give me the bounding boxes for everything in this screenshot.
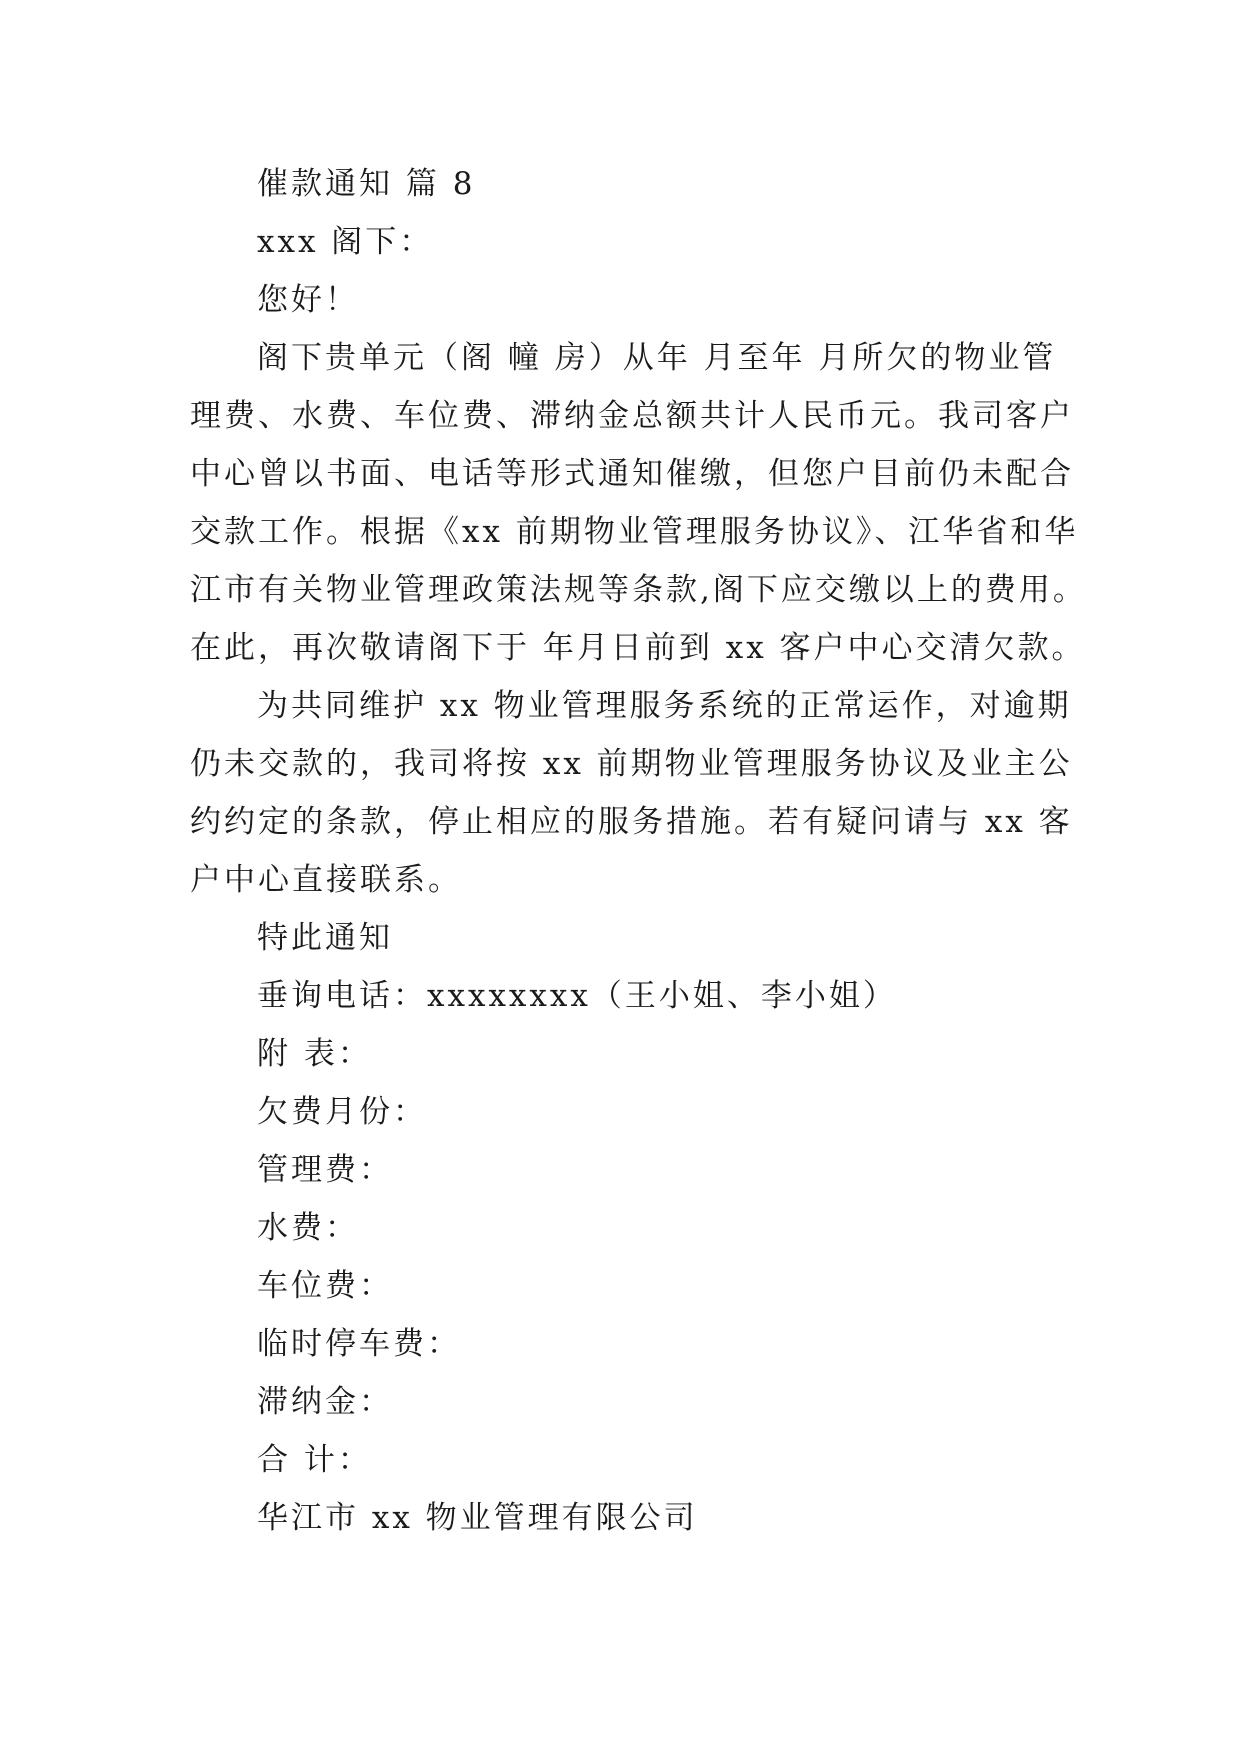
paragraph1-line: 交款工作。根据《xx 前期物业管理服务协议》、江华省和华 — [190, 514, 1079, 550]
document-title: 催款通知 篇 8 — [257, 166, 476, 202]
paragraph2-line: 为共同维护 xx 物业管理服务系统的正常运作，对逾期 — [257, 688, 1072, 724]
fee-item-water: 水费： — [257, 1210, 359, 1246]
company-signature: 华江市 xx 物业管理有限公司 — [257, 1500, 698, 1536]
phone-line: 垂询电话：xxxxxxxx（王小姐、李小姐） — [257, 978, 897, 1014]
paragraph2-line: 仍未交款的，我司将按 xx 前期物业管理服务协议及业主公 — [190, 746, 1073, 782]
paragraph1-line: 江市有关物业管理政策法规等条款,阁下应交缴以上的费用。 — [190, 572, 1087, 608]
paragraph1-line: 中心曾以书面、电话等形式通知催缴，但您户目前仍未配合 — [190, 456, 1074, 492]
greeting: 您好！ — [257, 282, 359, 318]
paragraph2-line: 约约定的条款，停止相应的服务措施。若有疑问请与 xx 客 — [190, 804, 1073, 840]
paragraph2-line: 户中心直接联系。 — [190, 862, 462, 898]
paragraph1-line: 理费、水费、车位费、滞纳金总额共计人民币元。我司客户 — [190, 398, 1074, 434]
fee-item-arrears-months: 欠费月份： — [257, 1094, 427, 1130]
fee-item-management: 管理费： — [257, 1152, 393, 1188]
fee-item-parking-space: 车位费： — [257, 1268, 393, 1304]
paragraph1-line: 在此，再次敬请阁下于 年月日前到 xx 客户中心交清欠款。 — [190, 630, 1086, 666]
paragraph1-line: 阁下贵单元（阁 幢 房）从年 月至年 月所欠的物业管 — [257, 340, 1057, 376]
fee-item-total: 合 计： — [257, 1442, 372, 1478]
fee-item-late-fee: 滞纳金： — [257, 1384, 393, 1420]
salutation: xxx 阁下： — [257, 224, 434, 260]
notice-line: 特此通知 — [257, 920, 393, 956]
fee-item-temporary-parking: 临时停车费： — [257, 1326, 461, 1362]
attachment-label: 附 表： — [257, 1036, 372, 1072]
